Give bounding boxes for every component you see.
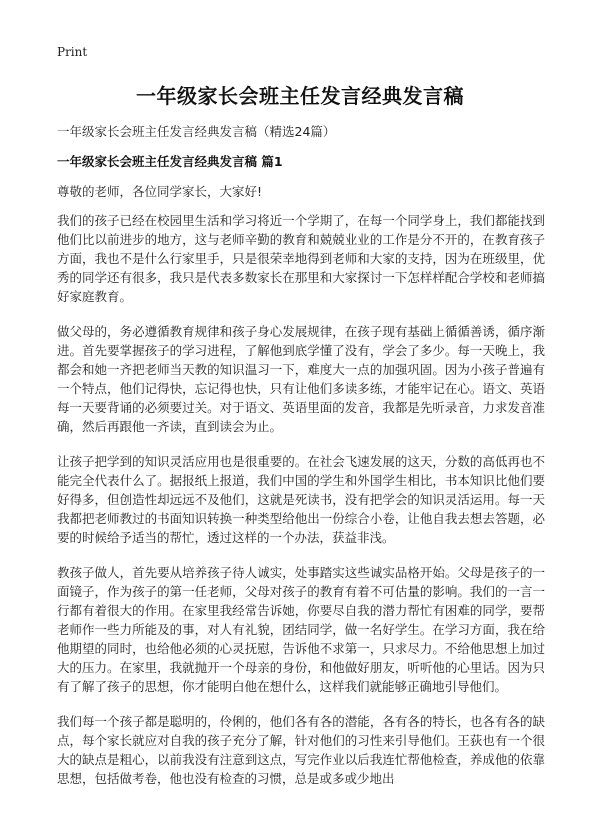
paragraph: 我们的孩子已经在校园里生活和学习将近一个学期了，在每一个同学身上，我们都能找到他们比以前进步的地方，这与老师辛勤的教育和兢兢业业的工作是分不开的，在教育孩子方面，我也不是什么行家里手，只是很荣幸地得到老师和大家的支持，因为在班级里，优秀的同学还有很多，我只是代表多数家长在那里和大家探讨一下怎样样配合学校和老师搞好家庭教育。 <box>57 213 545 304</box>
section-heading: 一年级家长会班主任发言经典发言稿 篇1 <box>57 154 283 169</box>
paragraph: 做父母的，务必遵循教育规律和孩子身心发展规律，在孩子现有基础上循循善诱，循序渐进。首先要掌握孩子的学习进程，了解他到底学懂了没有，学会了多少。每一天晚上，我都会和她一齐把老师当天教的知识温习一下，难度大一点的加强巩固。因为小孩子普遍有一个特点，他们记得快，忘记得也快，只有让他们多读多练，才能牢记在心。语文、英语每一天要背诵的必须要过关。对于语文、英语里面的发音，我都是先听录音，力求发音准确，然后再跟他一齐读，直到读会为止。 <box>57 324 545 434</box>
paragraph: 让孩子把学到的知识灵活应用也是很重要的。在社会飞速发展的这天，分数的高低再也不能完全代表什么了。据报纸上报道，我们中国的学生和外国学生相比，书本知识比他们要好得多，但创造性却远远不及他们，这就是死读书，没有把学会的知识灵活运用。每一天我都把老师教过的书面知识转换一种类型给他出一份综合小卷，让他自我去想去答题，必要的时候给予适当的帮忙，透过这样的一个办法，获益非浅。 <box>57 454 545 545</box>
document-subtitle: 一年级家长会班主任发言经典发言稿（精选24篇） <box>57 124 336 139</box>
print-link[interactable]: Print <box>57 45 88 59</box>
page-title: 一年级家长会班主任发言经典发言稿 <box>136 84 464 108</box>
paragraph: 教孩子做人，首先要从培养孩子待人诚实，处事踏实这些诚实品格开始。父母是孩子的一面镜子，作为孩子的第一任老师，父母对孩子的教育有着不可估量的影响。我们的一言一行都有着很大的作用。在家里我经常告诉她，你要尽自我的潜力帮忙有困难的同学，要帮老师作一些力所能及的事，对人有礼貌，团结同学，做一名好学生。在学习方面，我在给他期望的同时，也给他必须的心灵抚慰，告诉他不求第一，只求尽力。不给他思想上加过大的压力。在家里，我就抛开一个母亲的身份，和他做好朋友，听听他的心里话。因为只有了解了孩子的思想，你才能明白他在想什么，这样我们就能够正确地引导他们。 <box>57 565 545 694</box>
greeting-line: 尊敬的老师，各位同学家长，大家好! <box>57 184 263 199</box>
paragraph: 我们每一个孩子都是聪明的，伶俐的，他们各有各的潜能，各有各的特长，也各有各的缺点，每个家长就应对自我的孩子充分了解，针对他们的习性来引导他们。王荻也有一个很大的缺点是粗心，以前我没有注意到这点，写完作业以后我连忙帮他检查，养成他的依靠思想，包括做考卷，他也没有检查的习惯，总是或多或少地出 <box>57 714 545 786</box>
body-text <box>57 211 545 804</box>
